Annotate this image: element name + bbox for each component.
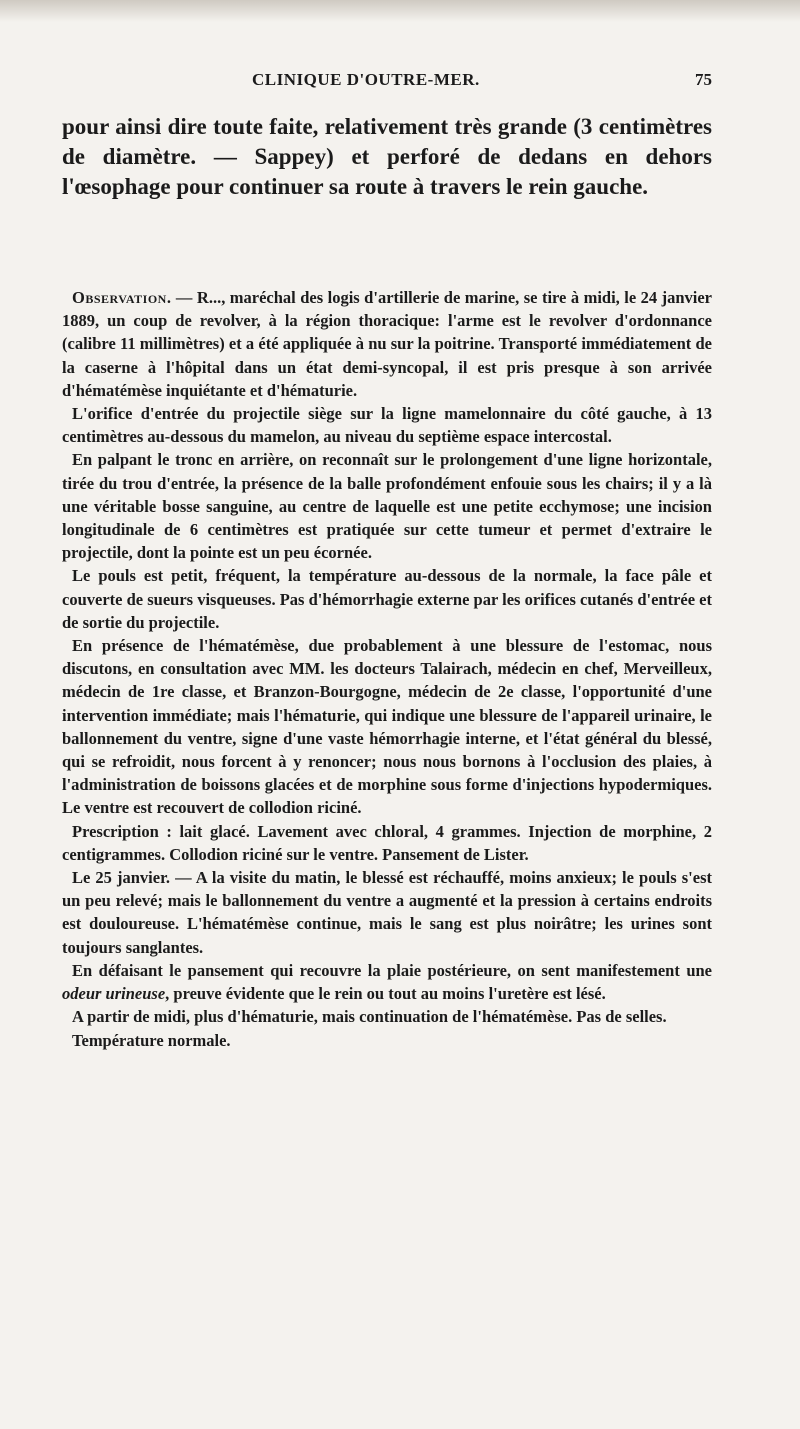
dressing-text-after: , preuve évidente que le rein ou tout au moins l'uretère est lésé.	[165, 984, 606, 1004]
running-header	[62, 70, 712, 96]
paragraph-pulse: Le pouls est petit, fréquent, la température au-dessous de la normale, la face pâle et couverte de sueurs visqueuses. Pas d'hémorrhagie externe par les orifices cutanés d'entrée et de sortie du projectile.	[62, 566, 712, 632]
paragraph-prescription: Prescription : lait glacé. Lavement avec chloral, 4 grammes. Injection de morphine, 2 centigrammes. Collodion riciné sur le ventre. Pansement de Lister.	[62, 821, 712, 864]
observation-section	[62, 286, 712, 1052]
paragraph-entry-wound: L'orifice d'entrée du projectile siège sur la ligne mamelonnaire du côté gauche, à 13 centimètres au-dessous du mamelon, au niveau du septième espace intercostal.	[62, 404, 712, 447]
paragraph-palpation: En palpant le tronc en arrière, on reconnaît sur le prolongement d'une ligne horizontale, tirée du trou d'entrée, la présence de la balle profondément enfouie sous les chairs; il y a là une véritable bosse sanguine, au centre de laquelle est une petite ecchymose; une incision longitudinale de 6 centimètres est pratiquée sur cette tumeur et permet d'extraire le projectile, dont la pointe est un peu écornée.	[62, 450, 712, 563]
observation-label: Observation.	[72, 288, 172, 307]
dressing-text-before: En défaisant le pansement qui recouvre la plaie postérieure, on sent manifestement une	[72, 960, 712, 980]
lead-paragraph: pour ainsi dire toute faite, relativement très grande (3 centimètres de diamètre. — Sappey) et perforé de dedans en dehors l'œsophage pour continuer sa route à travers le rein gauche.	[62, 114, 712, 199]
paragraph-consultation: En présence de l'hématémèse, due probablement à une blessure de l'estomac, nous discutons, en consultation avec MM. les docteurs Talairach, médecin en chef, Merveilleux, médecin de 1re classe, et Branzon-Bourgogne, médecin de 2e classe, l'opportunité d'une intervention immédiate; mais l'hématurie, qui indique une blessure de l'appareil urinaire, le ballonnement du ventre, signe d'une vaste hémorrhagie interne, et l'état général du blessé, qui se refroidit, nous forcent à y renoncer; nous nous bornons à l'occlusion des plaies, à l'administration de boissons glacées et de morphine sous forme d'injections hypodermiques. Le ventre est recouvert de collodion riciné.	[62, 636, 712, 818]
urine-odour-emphasis: odeur urineuse	[62, 984, 166, 1004]
paragraph-temperature: Température normale.	[72, 1030, 231, 1050]
page-edge-shadow	[0, 0, 800, 22]
paragraph-dressing	[62, 959, 712, 1005]
paragraph-afternoon: A partir de midi, plus d'hématurie, mais continuation de l'hématémèse. Pas de selles.	[72, 1007, 667, 1027]
page-number: 75	[695, 70, 712, 89]
observation-intro-text: — R..., maréchal des logis d'artillerie de marine, se tire à midi, le 24 janvier 1889, un coup de revolver, à la région thoracique: l'arme est le revolver d'ordonnance (calibre 11 millimètres) et a été appliquée à nu sur la poitrine. Transporté immédiatement de la caserne à l'hôpital dans un état demi-syncopal, il est pris presque à son arrivée d'hématémèse inquiétante et d'hématurie.	[62, 288, 712, 400]
paragraph-25-january: Le 25 janvier. — A la visite du matin, le blessé est réchauffé, moins anxieux; le pouls s'est un peu relevé; mais le ballonnement du ventre a augmenté et la pression à certains endroits est douloureuse. L'hématémèse continue, mais le sang est plus noirâtre; les urines sont toujours sanglantes.	[62, 868, 712, 957]
observation-intro	[62, 286, 712, 402]
running-title: CLINIQUE D'OUTRE-MER.	[252, 70, 480, 89]
